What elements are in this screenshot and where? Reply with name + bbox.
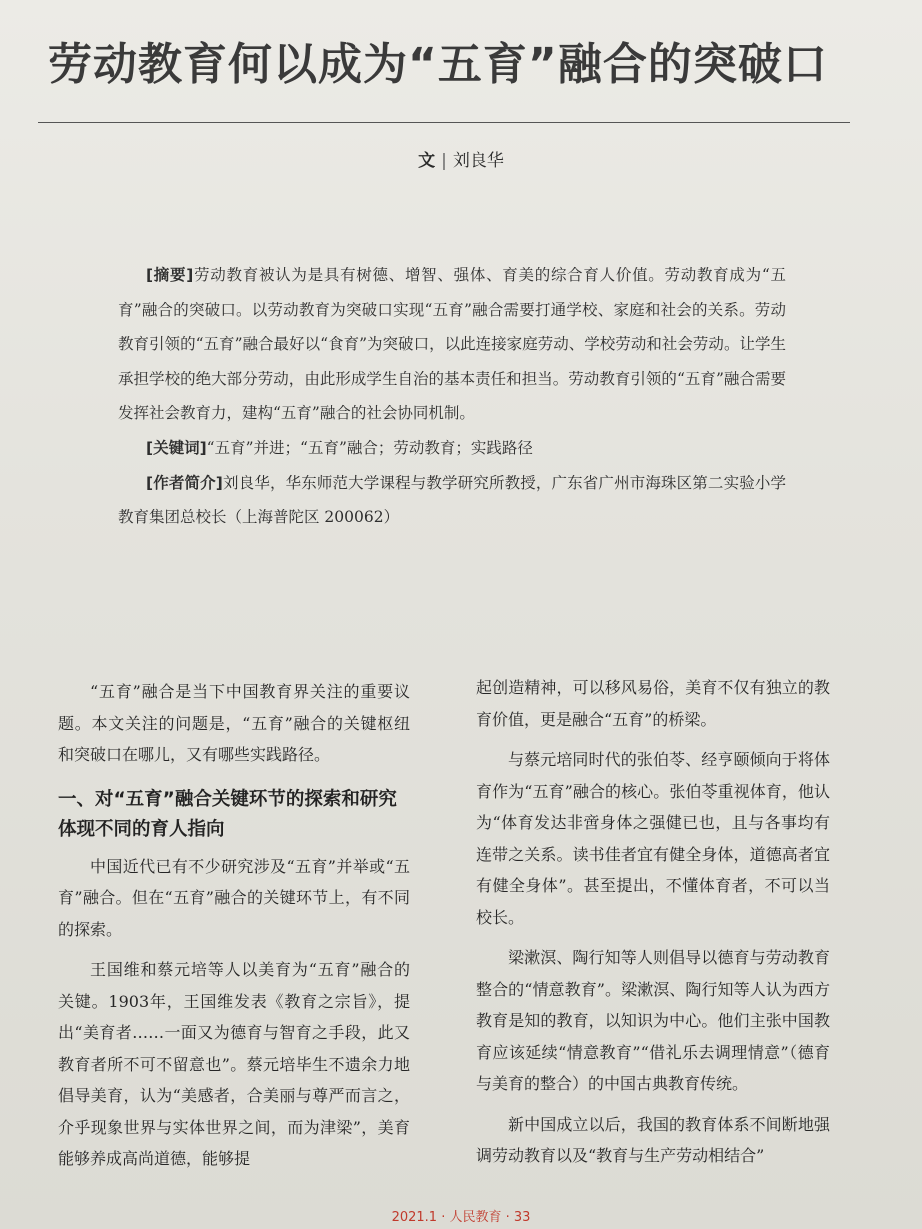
keywords-text: “五育”并进；“五育”融合；劳动教育；实践路径 xyxy=(206,438,533,457)
byline-label: 文 xyxy=(418,151,436,171)
right-column xyxy=(476,672,830,1181)
byline-separator: | xyxy=(441,151,447,171)
body-paragraph: 中国近代已有不少研究涉及“五育”并举或“五育”融合。但在“五育”融合的关键环节上，有不同的探索。 xyxy=(58,856,410,939)
keywords-tag: [关键词] xyxy=(146,438,207,457)
body-paragraph: 梁漱溟、陶行知等人则倡导以德育与劳动教育整合的“情意教育”。梁漱溟、陶行知等人认为西方教育是知的教育，以知识为中心。他们主张中国教育应该延续“情意教育”“借礼乐去调理情意”（德育与美育的整合）的中国古典教育传统。 xyxy=(476,948,830,1093)
body-paragraph-continued: 起创造精神，可以移风易俗，美育不仅有独立的教育价值，更是融合“五育”的桥梁。 xyxy=(476,678,830,729)
intro-paragraph: “五育”融合是当下中国教育界关注的重要议题。本文关注的问题是，“五育”融合的关键枢纽和突破口在哪儿，又有哪些实践路径。 xyxy=(58,682,410,764)
summary-tag: [摘要] xyxy=(146,266,194,284)
section-heading: 一、对“五育”融合关键环节的探索和研究体现不同的育人指向 xyxy=(58,788,397,840)
abstract-summary xyxy=(118,258,786,431)
byline xyxy=(0,146,922,171)
abstract-author-bio xyxy=(118,466,786,535)
body-paragraph: 新中国成立以后，我国的教育体系不间断地强调劳动教育以及“教育与生产劳动相结合” xyxy=(476,1114,830,1165)
summary-text: 劳动教育被认为是具有树德、增智、强体、育美的综合育人价值。劳动教育成为“五育”融合的突破口。以劳动教育为突破口实现“五育”融合需要打通学校、家庭和社会的关系。劳动教育引领的“五育”融合最好以“食育”为突破口，以此连接家庭劳动、学校劳动和社会劳动。让学生承担学校的绝大部分劳动，由此形成学生自治的基本责任和担当。劳动教育引领的“五育”融合需要发挥社会教育力，建构“五育”融合的社会协同机制。 xyxy=(118,266,786,423)
author-name: 刘良华 xyxy=(452,151,504,171)
bio-text: 刘良华，华东师范大学课程与教学研究所教授，广东省广州市海珠区第二实验小学教育集团总校长（上海普陀区 200062） xyxy=(118,473,786,527)
abstract-block xyxy=(118,258,786,535)
body-paragraph: 王国维和蔡元培等人以美育为“五育”融合的关键。1903年，王国维发表《教育之宗旨》，提出“美育者……一面又为德育与智育之手段，此又教育者所不可不留意也”。蔡元培毕生不遗余力地倡导美育，认为“美感者，合美丽与尊严而言之，介乎现象世界与实体世界之间，而为津梁”，美育能够养成高尚道德，能够提 xyxy=(58,960,410,1168)
left-column xyxy=(58,676,410,1184)
title-divider xyxy=(38,122,850,123)
body-paragraph: 与蔡元培同时代的张伯苓、经亨颐倾向于将体育作为“五育”融合的核心。张伯苓重视体育，他认为“体育发达非啻身体之强健已也，且与各事均有连带之关系。读书佳者宜有健全身体，道德高者宜有健全身体”。甚至提出，不懂体育者，不可以当校长。 xyxy=(476,750,830,927)
abstract-keywords xyxy=(118,431,786,466)
article-title: 劳动教育何以成为“五育”融合的突破口 xyxy=(48,39,828,90)
page-footer: 2021.1 · 人民教育 · 33 xyxy=(391,1210,531,1225)
bio-tag: [作者简介] xyxy=(146,473,223,492)
